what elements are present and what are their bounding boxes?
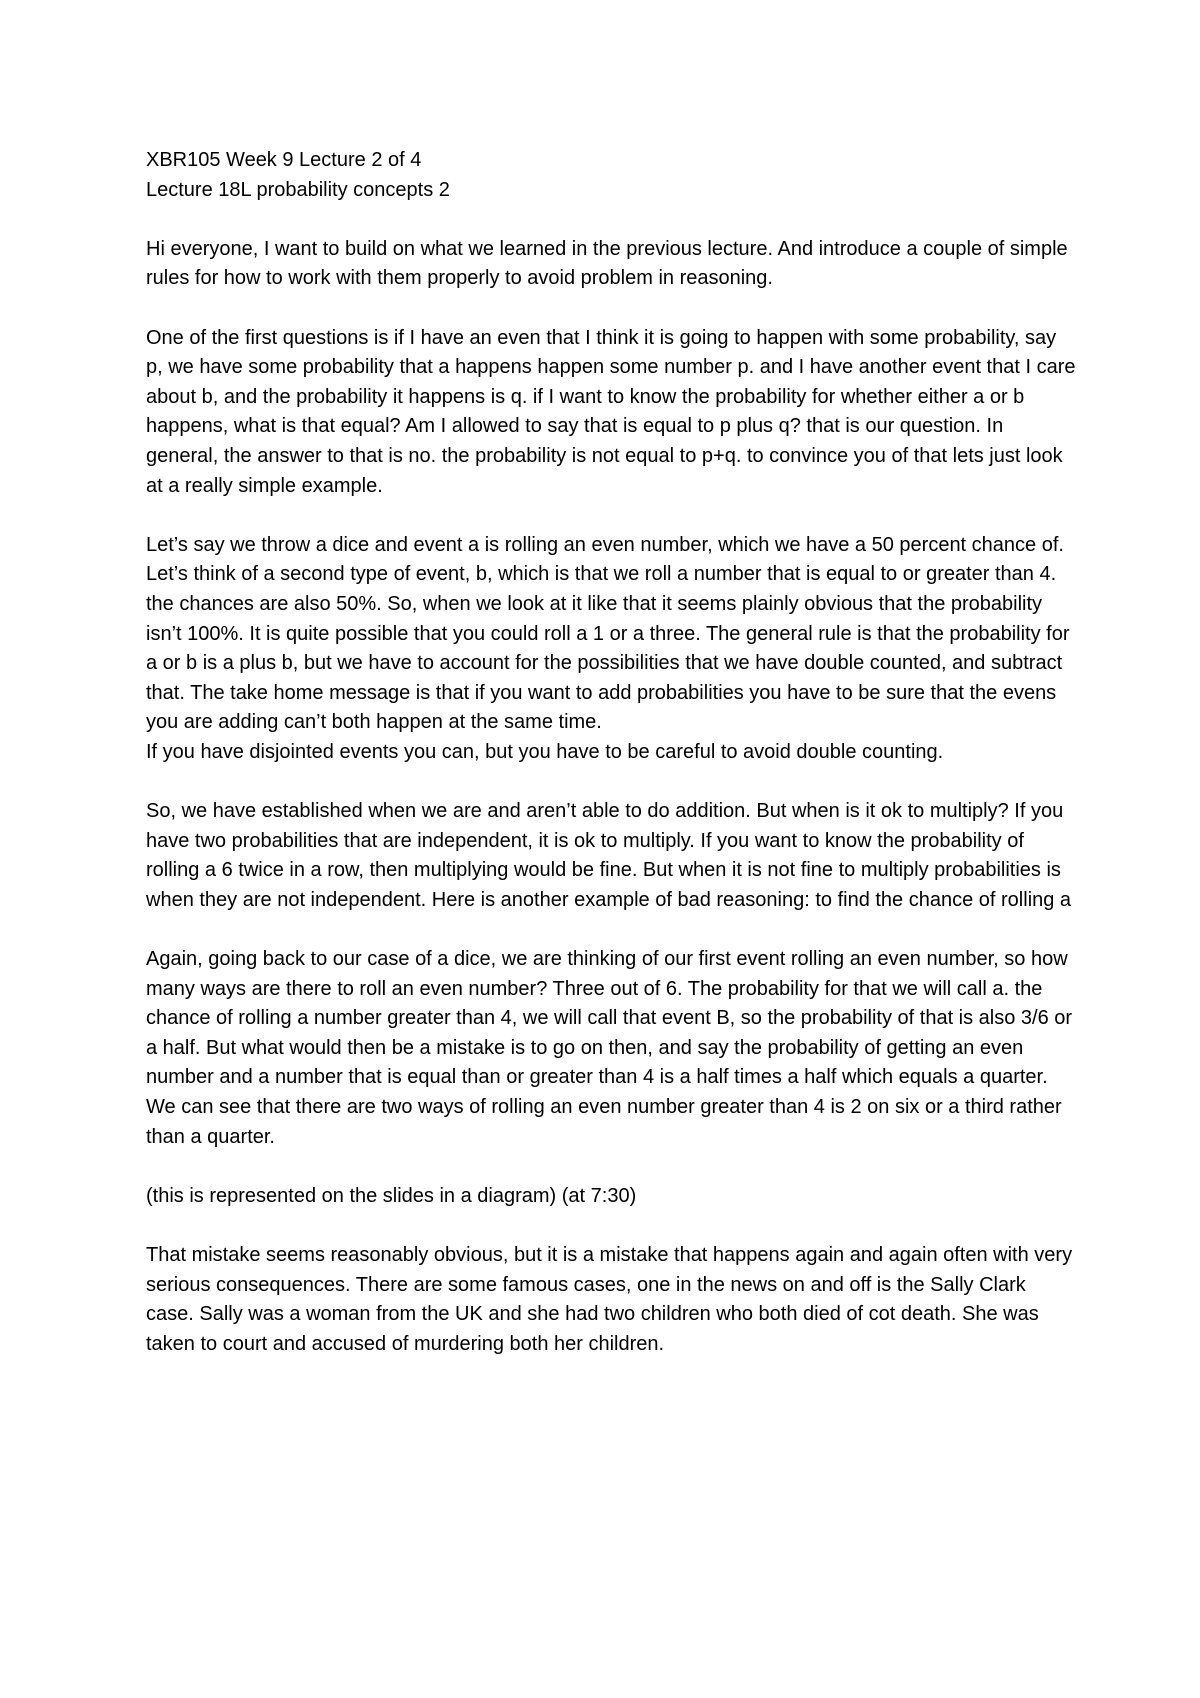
document-title: XBR105 Week 9 Lecture 2 of 4	[146, 149, 422, 171]
paragraph-addition-question: One of the first questions is if I have an even that I think it is going to happen with some probability, say p, we have some probability that a happens happen some number p. and I have another event that I care about b, and the probability it happens is q. if I want to know the probability for whether either a or b happens, what is that equal? Am I allowed to say that is equal to p plus q? that is our question. In general, the answer to that is no. the probability is not equal to p+q. to convince you of that lets just look at a really simple example.	[146, 326, 1076, 497]
paragraph-sally-clark: That mistake seems reasonably obvious, but it is a mistake that happens again and again often with very serious consequences. There are some famous cases, one in the news on and off is the Sally Clark case. Sally was a woman from the UK and she had two children who both died of cot death. She was taken to court and accused of murdering both her children.	[146, 1243, 1073, 1355]
paragraph-disjoint-events: If you have disjointed events you can, but you have to be careful to avoid double counting.	[146, 740, 944, 763]
paragraph-dice-event-a: Let’s say we throw a dice and event a is rolling an even number, which we have a 50 percent chance of.	[146, 533, 1064, 556]
paragraph-dice-example: Again, going back to our case of a dice, we are thinking of our first event rolling an even number, so how many ways are there to roll an even number? Three out of 6. The probability for that we will call a. the chance of rolling a number greater than 4, we will call that event B, so the probability of that is also 3/6 or a half. But what would then be a mistake is to go on then, and say the probability of getting an even number and a number that is equal than or greater than 4 is a half times a half which equals a quarter. We can see that there are two ways of rolling an even number greater than 4 is 2 on six or a third rather than a quarter.	[146, 948, 1073, 1148]
paragraph-intro: Hi everyone, I want to build on what we learned in the previous lecture. And introduce a couple of simple rules for how to work with them properly to avoid problem in reasoning.	[146, 237, 1068, 290]
document-subtitle: Lecture 18L probability concepts 2	[146, 178, 450, 201]
paragraph-dice-event-b: Let’s think of a second type of event, b, which is that we roll a number that is equal to or greater than 4. the chances are also 50%. So, when we look at it like that it seems plainly obvious that the probability isn’t 100%. It is quite possible that you could roll a 1 or a three. The general rule is that the probability for a or b is a plus b, but we have to account for the possibilities that we have double counted, and subtract that. The take home message is that if you want to add probabilities you have to be sure that the evens you are adding can’t both happen at the same time.	[146, 563, 1070, 734]
document-body	[146, 146, 1076, 1359]
paragraph-multiplication: So, we have established when we are and aren’t able to do addition. But when is it ok to multiply? If you have two probabilities that are independent, it is ok to multiply. If you want to know the probability of rolling a 6 twice in a row, then multiplying would be fine. But when it is not fine to multiply probabilities is when they are not independent. Here is another example of bad reasoning: to find the chance of rolling a	[146, 800, 1072, 911]
paragraph-diagram-note: (this is represented on the slides in a diagram) (at 7:30)	[146, 1184, 637, 1207]
